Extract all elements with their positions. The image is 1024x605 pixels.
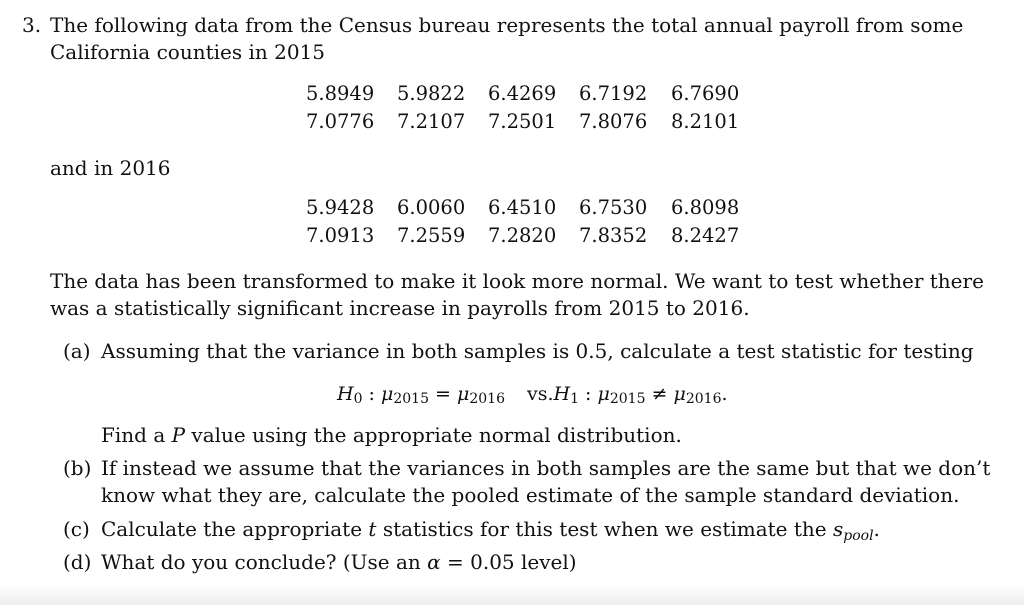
- table-cell: 7.0776: [306, 110, 375, 133]
- table-cell: 5.9822: [397, 82, 466, 105]
- h1-subscript: 1: [570, 391, 580, 407]
- year-2015-subscript: 2015: [393, 391, 429, 407]
- table-cell: 7.2559: [397, 224, 466, 247]
- part-b-label: (b): [63, 456, 92, 480]
- period: .: [721, 383, 728, 405]
- part-d-pre: What do you conclude? (Use an: [101, 550, 428, 574]
- h0-subscript: 0: [353, 391, 363, 407]
- mu-symbol: μ: [456, 383, 470, 405]
- year-2016-subscript: 2016: [685, 391, 722, 407]
- period: .: [873, 517, 880, 541]
- problem-number: 3.: [22, 13, 42, 37]
- mu-symbol: μ: [673, 383, 686, 405]
- t-variable: t: [368, 517, 377, 541]
- alpha-symbol: α: [427, 550, 441, 574]
- hypothesis-equation: [337, 383, 728, 409]
- part-d-label: (d): [63, 550, 92, 574]
- equals-sign: =: [428, 383, 457, 405]
- year-2015-subscript: 2015: [609, 391, 646, 407]
- bottom-shadow-band: [0, 585, 1024, 605]
- part-a-text: Assuming that the variance in both samples is 0.5, calculate a test statistic for testing: [101, 339, 974, 363]
- not-equal-sign: ≠: [645, 383, 674, 405]
- part-a-label: (a): [63, 339, 91, 363]
- table-cell: 6.8098: [671, 196, 740, 219]
- transform-line-1: The data has been transformed to make it look more normal. We want to test whether there: [50, 269, 984, 293]
- h0-symbol: H: [337, 383, 354, 405]
- table-cell: 6.7530: [579, 196, 648, 219]
- table-cell: 6.7690: [671, 82, 740, 105]
- table-cell: 7.2107: [397, 110, 466, 133]
- table-cell: 6.4510: [488, 196, 557, 219]
- pool-subscript: pool: [843, 528, 874, 544]
- find-p-value-line: [101, 423, 682, 448]
- part-c-mid: statistics for this test when we estimate the: [376, 517, 833, 541]
- table-cell: 8.2101: [671, 110, 740, 133]
- table-cell: 6.0060: [397, 196, 466, 219]
- year-2016-subscript: 2016: [469, 391, 505, 407]
- s-variable: s: [832, 517, 844, 541]
- p-variable: P: [171, 423, 186, 447]
- table-cell: 5.8949: [306, 82, 375, 105]
- vs-text: vs.: [526, 383, 554, 405]
- table-cell: 7.0913: [306, 224, 375, 247]
- find-post: value using the appropriate normal distribution.: [185, 423, 682, 447]
- part-b-line-2: know what they are, calculate the pooled estimate of the sample standard deviation.: [101, 483, 960, 507]
- colon: :: [362, 383, 381, 405]
- table-cell: 7.2820: [488, 224, 557, 247]
- table-cell: 5.9428: [306, 196, 375, 219]
- table-cell: 7.8076: [579, 110, 648, 133]
- part-c-label: (c): [63, 517, 90, 541]
- h1-symbol: H: [553, 383, 571, 405]
- table-cell: 6.4269: [488, 82, 557, 105]
- transform-line-2: was a statistically significant increase in payrolls from 2015 to 2016.: [50, 296, 750, 320]
- table-cell: 7.2501: [488, 110, 557, 133]
- find-pre: Find a: [101, 423, 172, 447]
- mu-symbol: μ: [380, 383, 394, 405]
- and-in-2016-label: and in 2016: [50, 156, 171, 180]
- mu-symbol: μ: [597, 383, 610, 405]
- table-cell: 7.8352: [579, 224, 648, 247]
- intro-line-2: California counties in 2015: [50, 40, 326, 64]
- table-cell: 6.7192: [579, 82, 648, 105]
- intro-line-1: The following data from the Census bureau represents the total annual payroll from some: [50, 13, 964, 37]
- colon: :: [579, 383, 598, 405]
- part-c-pre: Calculate the appropriate: [101, 517, 369, 541]
- part-d-text: [101, 550, 577, 575]
- part-d-post: = 0.05 level): [440, 550, 577, 574]
- part-b-line-1: If instead we assume that the variances in both samples are the same but that we don’t: [101, 456, 991, 480]
- part-c-text: [101, 517, 880, 546]
- table-cell: 8.2427: [671, 224, 740, 247]
